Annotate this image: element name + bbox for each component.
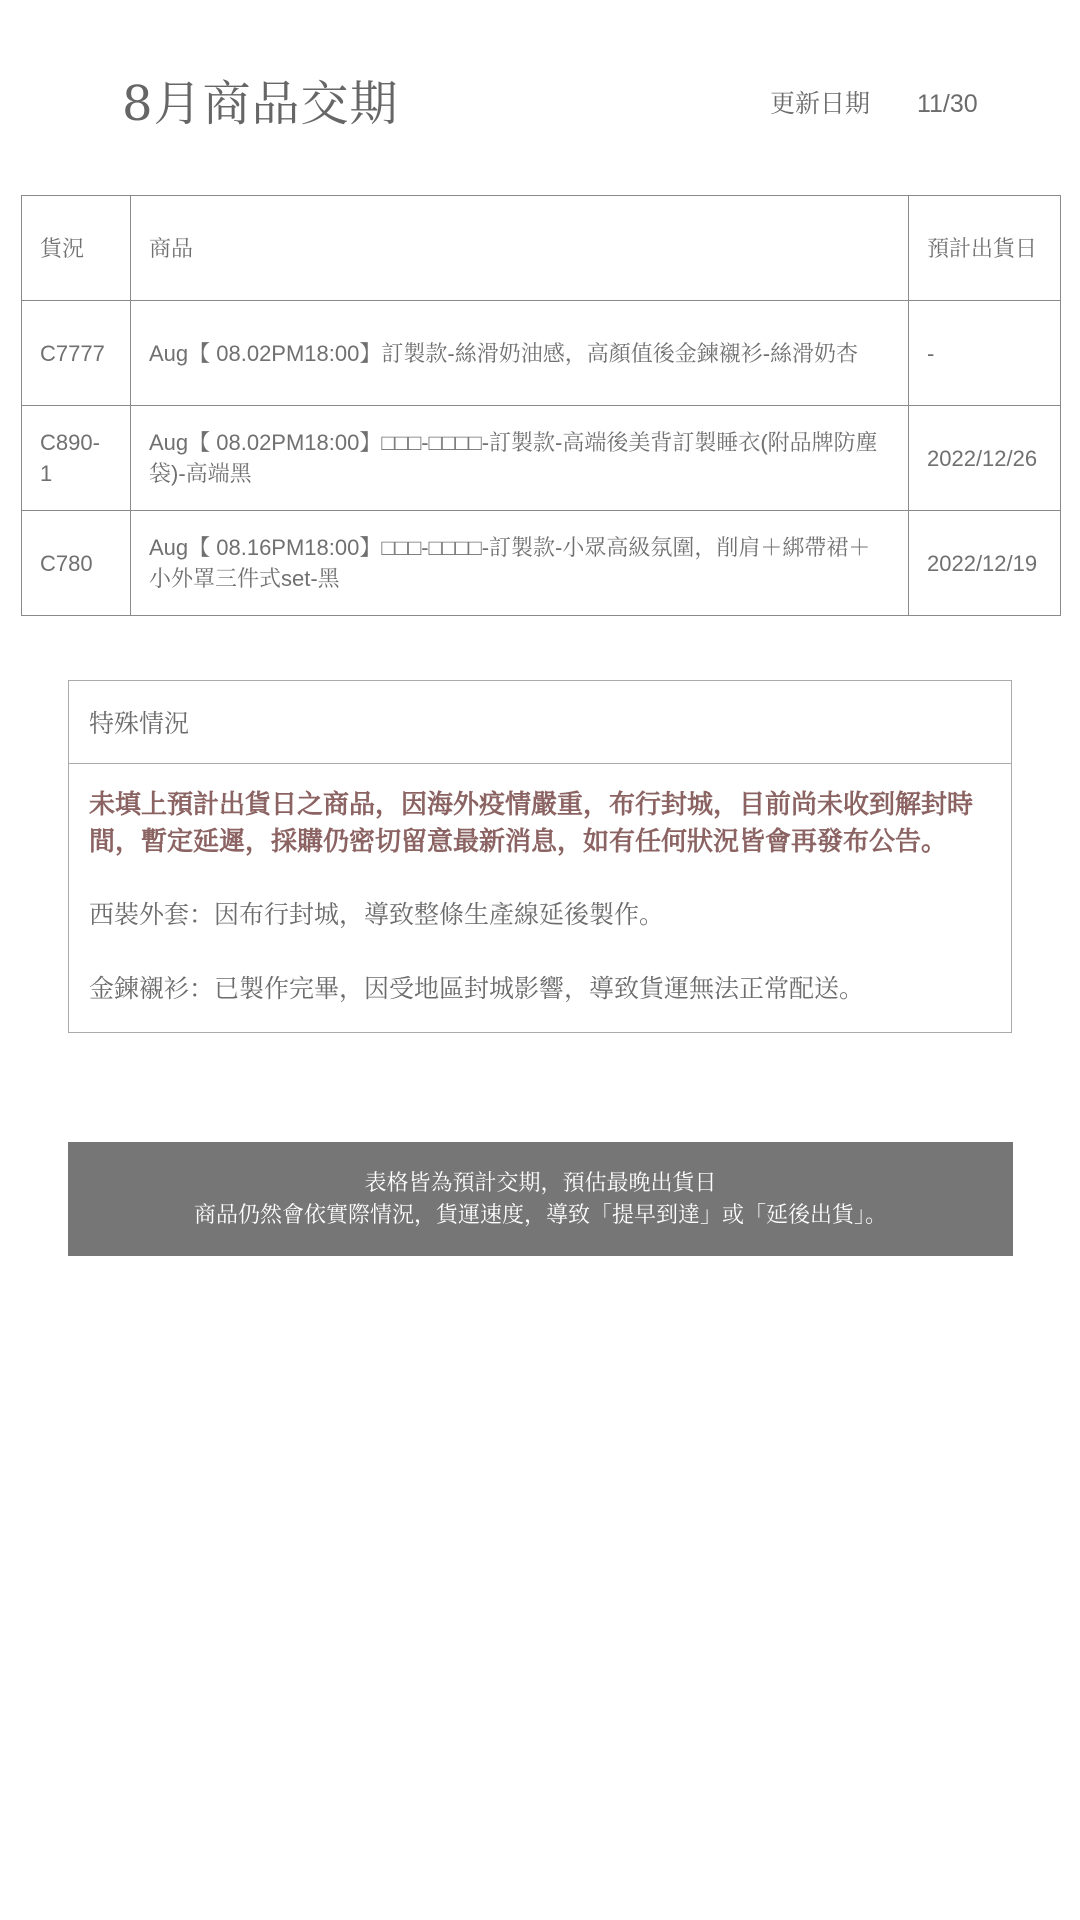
cell-ship-date: -: [909, 301, 1061, 406]
special-situation-box: [68, 680, 1012, 1033]
delay-warning-text: 未填上預計出貨日之商品，因海外疫情嚴重，布行封城，目前尚未收到解封時間，暫定延遲，採購仍密切留意最新消息，如有任何狀況皆會再發布公告。: [89, 789, 974, 856]
suit-jacket-note: 西裝外套：因布行封城，導致整條生產線延後製作。: [89, 901, 665, 929]
table-row: [22, 406, 1061, 511]
cell-product: Aug【 08.16PM18:00】□□□-□□□□-訂製款-小眾高級氛圍，削肩＋綁帶裙＋小外罩三件式set-黑: [131, 511, 909, 616]
disclaimer-line-1: 表格皆為預計交期，預估最晚出貨日: [364, 1170, 717, 1195]
column-header-product: 商品: [131, 196, 909, 301]
table-row: [22, 511, 1061, 616]
cell-product: Aug【 08.02PM18:00】訂製款-絲滑奶油感，高顏值後金鍊襯衫-絲滑奶杏: [131, 301, 909, 406]
update-date: 11/30: [916, 90, 978, 118]
cell-status: C7777: [22, 301, 131, 406]
update-label: 更新日期: [770, 90, 871, 118]
column-header-ship-date: 預計出貨日: [909, 196, 1061, 301]
disclaimer-banner: [68, 1142, 1013, 1256]
chain-shirt-note: 金鍊襯衫：已製作完畢，因受地區封城影響，導致貨運無法正常配送。: [89, 975, 865, 1003]
disclaimer-line-2: 商品仍然會依實際情況，貨運速度，導致「提早到達」或「延後出貨」。: [193, 1202, 887, 1227]
update-info: [770, 86, 978, 122]
table-header-row: [22, 196, 1061, 301]
column-header-status: 貨況: [22, 196, 131, 301]
cell-ship-date: 2022/12/26: [909, 406, 1061, 511]
special-situation-title: 特殊情況: [69, 681, 1011, 764]
page-title: 8月商品交期: [122, 76, 399, 132]
cell-status: C780: [22, 511, 131, 616]
cell-ship-date: 2022/12/19: [909, 511, 1061, 616]
cell-product: Aug【 08.02PM18:00】□□□-□□□□-訂製款-高端後美背訂製睡衣(附品牌防塵袋)-高端黑: [131, 406, 909, 511]
special-situation-body: [69, 764, 1011, 1032]
table-row: [22, 301, 1061, 406]
delivery-schedule-table: [21, 195, 1061, 616]
cell-status: C890-1: [22, 406, 131, 511]
